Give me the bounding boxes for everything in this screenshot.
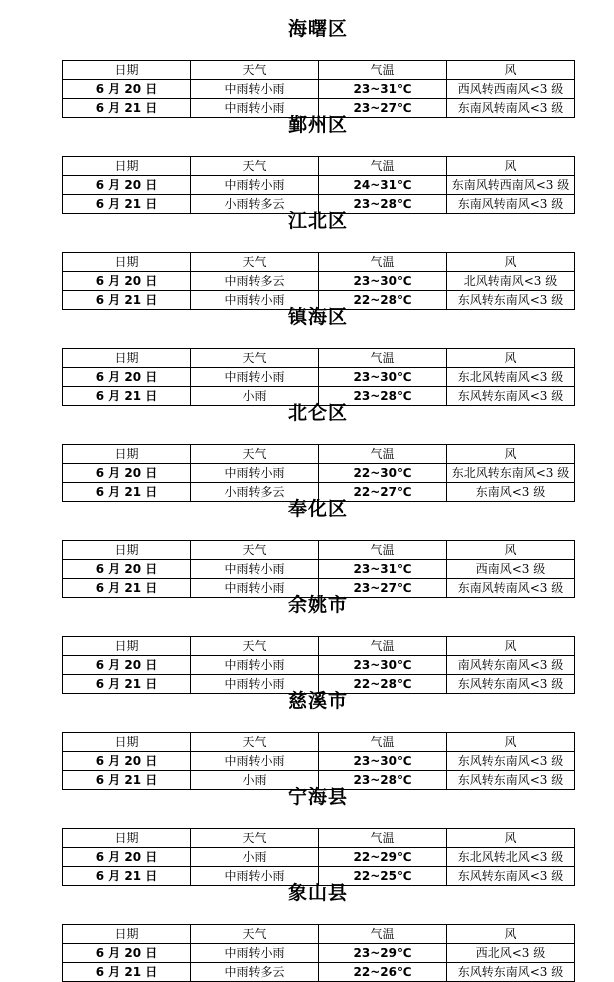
table-row <box>63 464 575 483</box>
cell-weather: 中雨转小雨 <box>191 464 319 483</box>
header-weather: 天气 <box>191 157 319 176</box>
district-section <box>62 684 574 787</box>
cell-temp: 23~30℃ <box>319 368 447 387</box>
header-wind: 风 <box>447 925 575 944</box>
district-title: 奉化区 <box>287 498 348 520</box>
table-row <box>63 176 575 195</box>
cell-wind: 东南风转南风<3 级 <box>447 579 575 598</box>
table-row <box>63 368 575 387</box>
cell-weather: 中雨转小雨 <box>191 291 319 310</box>
district-section <box>62 492 574 595</box>
cell-date: 6 月 21 日 <box>63 195 191 214</box>
cell-wind: 东北风转北风<3 级 <box>447 848 575 867</box>
cell-temp: 22~28℃ <box>319 291 447 310</box>
cell-temp: 22~29℃ <box>319 848 447 867</box>
cell-wind: 东风转东南风<3 级 <box>447 771 575 790</box>
header-temp: 气温 <box>319 925 447 944</box>
cell-weather: 小雨 <box>191 387 319 406</box>
cell-date: 6 月 20 日 <box>63 80 191 99</box>
cell-temp: 23~30℃ <box>319 752 447 771</box>
cell-date: 6 月 20 日 <box>63 944 191 963</box>
district-section <box>62 396 574 499</box>
table-header-row <box>63 541 575 560</box>
header-date: 日期 <box>63 157 191 176</box>
district-title: 象山县 <box>287 882 348 904</box>
cell-weather: 小雨 <box>191 848 319 867</box>
header-temp: 气温 <box>319 445 447 464</box>
header-temp: 气温 <box>319 829 447 848</box>
forecast-table <box>62 924 575 982</box>
cell-wind: 东风转东南风<3 级 <box>447 752 575 771</box>
table-header-row <box>63 925 575 944</box>
table-row <box>63 848 575 867</box>
header-temp: 气温 <box>319 253 447 272</box>
cell-date: 6 月 21 日 <box>63 579 191 598</box>
cell-temp: 23~27℃ <box>319 99 447 118</box>
cell-weather: 中雨转小雨 <box>191 80 319 99</box>
header-wind: 风 <box>447 157 575 176</box>
district-title: 慈溪市 <box>287 690 348 712</box>
header-weather: 天气 <box>191 253 319 272</box>
header-weather: 天气 <box>191 541 319 560</box>
cell-weather: 中雨转多云 <box>191 963 319 982</box>
cell-temp: 23~28℃ <box>319 387 447 406</box>
header-weather: 天气 <box>191 637 319 656</box>
header-wind: 风 <box>447 829 575 848</box>
cell-wind: 东南风<3 级 <box>447 483 575 502</box>
table-row <box>63 560 575 579</box>
header-weather: 天气 <box>191 829 319 848</box>
header-temp: 气温 <box>319 349 447 368</box>
cell-date: 6 月 20 日 <box>63 464 191 483</box>
table-row <box>63 272 575 291</box>
header-date: 日期 <box>63 541 191 560</box>
cell-weather: 中雨转小雨 <box>191 752 319 771</box>
cell-temp: 24~31℃ <box>319 176 447 195</box>
cell-weather: 中雨转小雨 <box>191 579 319 598</box>
cell-temp: 22~27℃ <box>319 483 447 502</box>
cell-weather: 中雨转小雨 <box>191 99 319 118</box>
header-wind: 风 <box>447 541 575 560</box>
cell-weather: 中雨转小雨 <box>191 656 319 675</box>
cell-temp: 23~31℃ <box>319 560 447 579</box>
cell-temp: 23~28℃ <box>319 771 447 790</box>
cell-date: 6 月 21 日 <box>63 675 191 694</box>
cell-date: 6 月 20 日 <box>63 368 191 387</box>
header-wind: 风 <box>447 349 575 368</box>
district-title: 北仑区 <box>287 402 348 424</box>
cell-temp: 23~30℃ <box>319 656 447 675</box>
cell-date: 6 月 20 日 <box>63 752 191 771</box>
cell-date: 6 月 21 日 <box>63 867 191 886</box>
header-date: 日期 <box>63 349 191 368</box>
cell-wind: 西南风<3 级 <box>447 560 575 579</box>
table-row <box>63 944 575 963</box>
cell-temp: 22~25℃ <box>319 867 447 886</box>
header-temp: 气温 <box>319 61 447 80</box>
cell-temp: 23~28℃ <box>319 195 447 214</box>
cell-weather: 小雨转多云 <box>191 195 319 214</box>
header-wind: 风 <box>447 61 575 80</box>
cell-wind: 东风转东南风<3 级 <box>447 867 575 886</box>
cell-weather: 中雨转小雨 <box>191 560 319 579</box>
cell-wind: 北风转南风<3 级 <box>447 272 575 291</box>
header-date: 日期 <box>63 637 191 656</box>
cell-weather: 中雨转小雨 <box>191 867 319 886</box>
district-section <box>62 108 574 211</box>
cell-date: 6 月 20 日 <box>63 848 191 867</box>
cell-wind: 东南风转西南风<3 级 <box>447 176 575 195</box>
header-date: 日期 <box>63 925 191 944</box>
cell-wind: 东风转东南风<3 级 <box>447 291 575 310</box>
cell-wind: 东风转东南风<3 级 <box>447 963 575 982</box>
table-header-row <box>63 829 575 848</box>
header-weather: 天气 <box>191 61 319 80</box>
district-section <box>62 780 574 883</box>
cell-temp: 23~29℃ <box>319 944 447 963</box>
district-title: 鄞州区 <box>287 114 348 136</box>
district-section <box>62 12 574 115</box>
cell-date: 6 月 21 日 <box>63 483 191 502</box>
district-title: 海曙区 <box>287 18 348 40</box>
cell-date: 6 月 20 日 <box>63 272 191 291</box>
cell-wind: 西北风<3 级 <box>447 944 575 963</box>
cell-wind: 东风转东南风<3 级 <box>447 387 575 406</box>
header-weather: 天气 <box>191 925 319 944</box>
header-date: 日期 <box>63 253 191 272</box>
table-row <box>63 80 575 99</box>
district-section <box>62 876 574 979</box>
cell-temp: 22~30℃ <box>319 464 447 483</box>
table-header-row <box>63 349 575 368</box>
cell-temp: 22~26℃ <box>319 963 447 982</box>
table-header-row <box>63 61 575 80</box>
header-temp: 气温 <box>319 157 447 176</box>
cell-weather: 小雨转多云 <box>191 483 319 502</box>
cell-wind: 东北风转东南风<3 级 <box>447 464 575 483</box>
cell-wind: 东南风转南风<3 级 <box>447 195 575 214</box>
table-header-row <box>63 733 575 752</box>
cell-weather: 小雨 <box>191 771 319 790</box>
header-date: 日期 <box>63 61 191 80</box>
cell-weather: 中雨转小雨 <box>191 675 319 694</box>
header-weather: 天气 <box>191 349 319 368</box>
district-title: 镇海区 <box>287 306 348 328</box>
district-section <box>62 300 574 403</box>
table-header-row <box>63 157 575 176</box>
cell-temp: 23~31℃ <box>319 80 447 99</box>
header-temp: 气温 <box>319 541 447 560</box>
header-date: 日期 <box>63 733 191 752</box>
header-temp: 气温 <box>319 637 447 656</box>
header-weather: 天气 <box>191 733 319 752</box>
cell-date: 6 月 21 日 <box>63 387 191 406</box>
header-temp: 气温 <box>319 733 447 752</box>
cell-weather: 中雨转小雨 <box>191 368 319 387</box>
district-title: 宁海县 <box>287 786 348 808</box>
header-wind: 风 <box>447 637 575 656</box>
cell-date: 6 月 20 日 <box>63 560 191 579</box>
table-row <box>63 963 575 982</box>
cell-wind: 西风转西南风<3 级 <box>447 80 575 99</box>
district-section <box>62 204 574 307</box>
header-weather: 天气 <box>191 445 319 464</box>
district-title: 余姚市 <box>287 594 348 616</box>
table-row <box>63 656 575 675</box>
header-date: 日期 <box>63 445 191 464</box>
table-header-row <box>63 445 575 464</box>
header-wind: 风 <box>447 253 575 272</box>
cell-date: 6 月 21 日 <box>63 99 191 118</box>
cell-date: 6 月 21 日 <box>63 771 191 790</box>
header-date: 日期 <box>63 829 191 848</box>
district-title: 江北区 <box>287 210 348 232</box>
cell-date: 6 月 21 日 <box>63 963 191 982</box>
cell-temp: 23~30℃ <box>319 272 447 291</box>
district-section <box>62 588 574 691</box>
cell-wind: 东南风转南风<3 级 <box>447 99 575 118</box>
cell-temp: 23~27℃ <box>319 579 447 598</box>
cell-date: 6 月 20 日 <box>63 176 191 195</box>
cell-weather: 中雨转小雨 <box>191 944 319 963</box>
cell-date: 6 月 20 日 <box>63 656 191 675</box>
cell-wind: 东北风转南风<3 级 <box>447 368 575 387</box>
header-wind: 风 <box>447 445 575 464</box>
cell-weather: 中雨转多云 <box>191 272 319 291</box>
cell-wind: 东风转东南风<3 级 <box>447 675 575 694</box>
header-wind: 风 <box>447 733 575 752</box>
cell-temp: 22~28℃ <box>319 675 447 694</box>
table-header-row <box>63 253 575 272</box>
cell-weather: 中雨转小雨 <box>191 176 319 195</box>
cell-date: 6 月 21 日 <box>63 291 191 310</box>
table-header-row <box>63 637 575 656</box>
table-row <box>63 752 575 771</box>
cell-wind: 南风转东南风<3 级 <box>447 656 575 675</box>
